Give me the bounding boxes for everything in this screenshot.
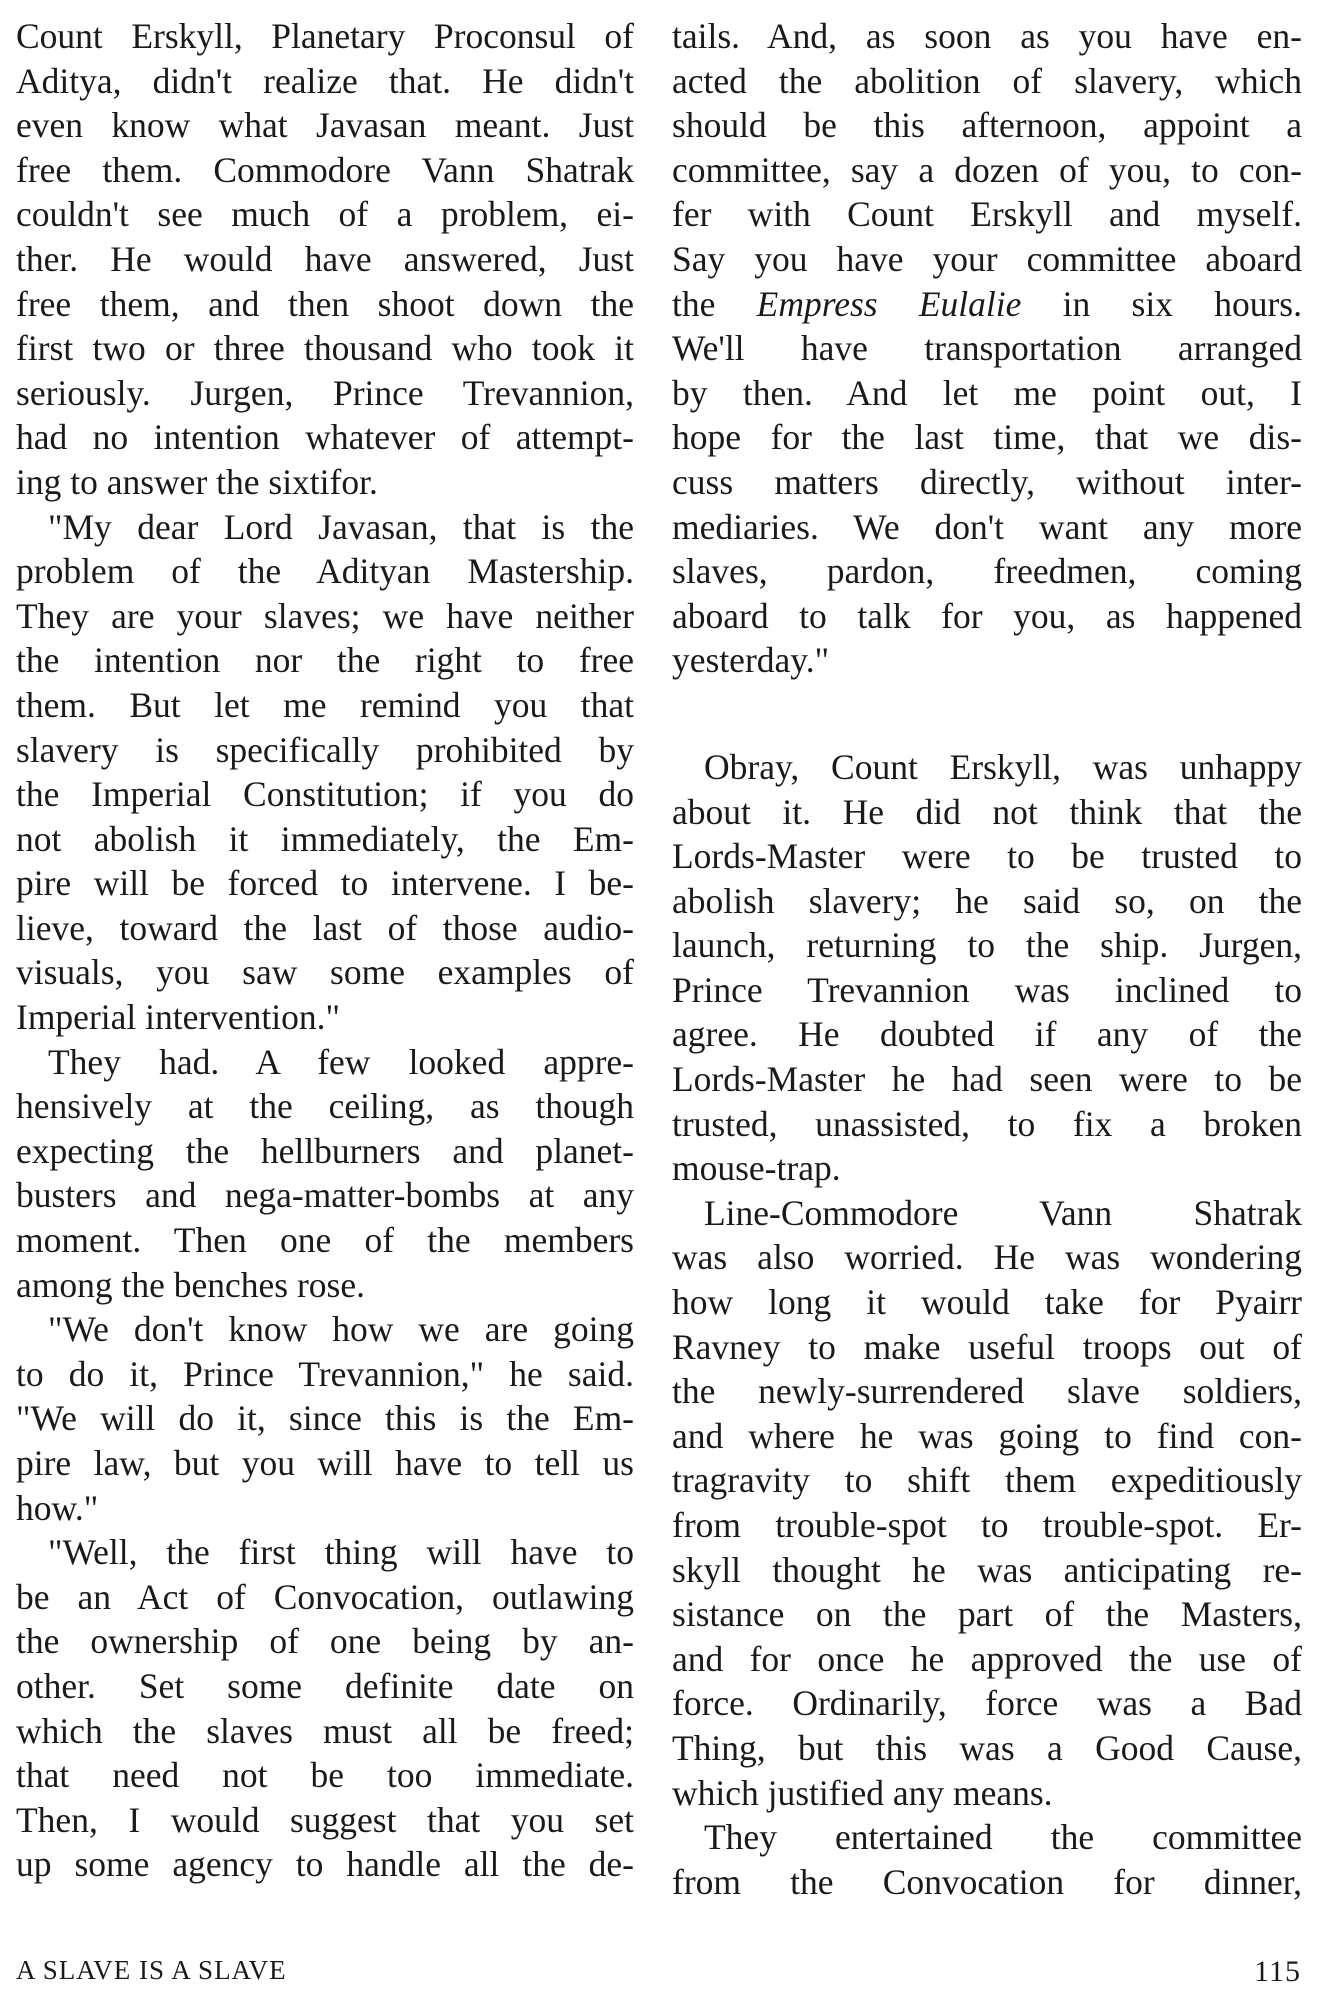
text-line: even know what Javasan meant. Just bbox=[16, 105, 634, 146]
text-line: They entertained the committee bbox=[704, 1817, 1302, 1858]
text-line: by then. And let me point out, I bbox=[672, 372, 1302, 413]
text-line: about it. He did not think that the bbox=[672, 791, 1302, 832]
text-line: yesterday." bbox=[672, 640, 830, 681]
text-line: other. Set some definite date on bbox=[16, 1665, 634, 1706]
text-line: pire law, but you will have to tell us bbox=[16, 1443, 634, 1483]
text-line: Ravney to make useful troops out of bbox=[672, 1326, 1302, 1367]
text-line: Lords-Master he had seen were to be bbox=[672, 1059, 1302, 1100]
text-line: hensively at the ceiling, as though bbox=[16, 1086, 634, 1127]
text-line: seriously. Jurgen, Prince Trevannion, bbox=[16, 372, 634, 413]
text-line bbox=[672, 683, 1302, 745]
text-line: We'll have transportation arranged bbox=[672, 328, 1302, 369]
text-line: skyll thought he was anticipating re- bbox=[672, 1549, 1302, 1590]
text-line: Lords-Master were to be trusted to bbox=[672, 836, 1302, 877]
text-line: not abolish it immediately, the Em- bbox=[16, 818, 634, 859]
page-number: 115 bbox=[1254, 1955, 1301, 1988]
text-line: from trouble-spot to trouble-spot. Er- bbox=[672, 1505, 1302, 1545]
text-line: visuals, you saw some examples of bbox=[16, 952, 634, 993]
text-line: abolish slavery; he said so, on the bbox=[672, 880, 1302, 921]
text-line: up some agency to handle all the de- bbox=[16, 1844, 634, 1885]
text-line: busters and nega-matter-bombs at any bbox=[16, 1175, 634, 1216]
text-line: how long it would take for Pyairr bbox=[672, 1282, 1302, 1323]
italic-ship-name: Empress Eulalie bbox=[756, 283, 1022, 324]
text-line: They had. A few looked appre- bbox=[48, 1041, 634, 1082]
text-line: had no intention whatever of attempt- bbox=[16, 417, 634, 458]
text-line: "We will do it, since this is the Em- bbox=[16, 1398, 634, 1439]
text-line: Line-Commodore Vann Shatrak bbox=[704, 1192, 1302, 1233]
text-line: Say you have your committee aboard bbox=[672, 238, 1302, 279]
text-line: Prince Trevannion was inclined to bbox=[672, 969, 1302, 1010]
text-line: trusted, unassisted, to fix a broken bbox=[672, 1103, 1302, 1144]
text-line: pire will be forced to intervene. I be- bbox=[16, 863, 634, 904]
right-text-column bbox=[672, 14, 1302, 1904]
text-line: Imperial intervention." bbox=[16, 997, 341, 1038]
text-line: ing to answer the sixtifor. bbox=[16, 461, 378, 502]
text-line: among the benches rose. bbox=[16, 1264, 365, 1305]
text-line: the ownership of one being by an- bbox=[16, 1621, 634, 1662]
text-line: problem of the Adityan Mastership. bbox=[16, 551, 634, 592]
text-line: which justified any means. bbox=[672, 1772, 1053, 1813]
text-line: be an Act of Convocation, outlawing bbox=[16, 1576, 634, 1617]
text-line: the Empress Eulalie in six hours. bbox=[672, 283, 1302, 324]
text-line: Count Erskyll, Planetary Proconsul of bbox=[16, 16, 634, 56]
text-line: They are your slaves; we have neither bbox=[16, 595, 634, 636]
text-line: committee, say a dozen of you, to con- bbox=[672, 149, 1302, 190]
text-line: acted the abolition of slavery, which bbox=[672, 60, 1302, 101]
text-line: the intention nor the right to free bbox=[16, 640, 634, 681]
text-line: "We don't know how we are going bbox=[48, 1309, 634, 1350]
text-line: which the slaves must all be freed; bbox=[16, 1710, 634, 1751]
text-line: ther. He would have answered, Just bbox=[16, 238, 634, 279]
text-line: Thing, but this was a Good Cause, bbox=[672, 1727, 1302, 1768]
left-text-column bbox=[16, 14, 634, 1887]
text-line: Aditya, didn't realize that. He didn't bbox=[16, 60, 634, 101]
text-line: should be this afternoon, appoint a bbox=[672, 105, 1302, 146]
text-line: from the Convocation for dinner, bbox=[672, 1861, 1302, 1902]
text-line: expecting the hellburners and planet- bbox=[16, 1130, 634, 1171]
text-line: slaves, pardon, freedmen, coming bbox=[672, 551, 1302, 592]
text-line: fer with Count Erskyll and myself. bbox=[672, 194, 1302, 235]
text-line: tragravity to shift them expeditiously bbox=[672, 1460, 1302, 1501]
running-head: A SLAVE IS A SLAVE bbox=[16, 1955, 287, 1985]
text-line: aboard to talk for you, as happened bbox=[672, 595, 1302, 636]
text-line: agree. He doubted if any of the bbox=[672, 1014, 1302, 1055]
text-line: how." bbox=[16, 1487, 99, 1528]
text-line: free them. Commodore Vann Shatrak bbox=[16, 149, 634, 190]
text-line: slavery is specifically prohibited by bbox=[16, 729, 634, 770]
text-line: the newly-surrendered slave soldiers, bbox=[672, 1371, 1302, 1412]
text-line: tails. And, as soon as you have en- bbox=[672, 16, 1302, 56]
text-line: hope for the last time, that we dis- bbox=[672, 417, 1302, 458]
text-line: cuss matters directly, without inter- bbox=[672, 461, 1302, 502]
text-line: moment. Then one of the members bbox=[16, 1220, 634, 1261]
text-line: them. But let me remind you that bbox=[16, 684, 634, 725]
text-line: Then, I would suggest that you set bbox=[16, 1799, 634, 1840]
page-footer bbox=[0, 1955, 1321, 1995]
text-line: "Well, the first thing will have to bbox=[48, 1532, 634, 1573]
text-line: launch, returning to the ship. Jurgen, bbox=[672, 925, 1302, 966]
text-line: lieve, toward the last of those audio- bbox=[16, 907, 634, 948]
text-line: mouse-trap. bbox=[672, 1148, 841, 1189]
text-line: was also worried. He was wondering bbox=[672, 1237, 1302, 1278]
text-line: couldn't see much of a problem, ei- bbox=[16, 194, 634, 235]
text-line: to do it, Prince Trevannion," he said. bbox=[16, 1353, 634, 1394]
text-line: free them, and then shoot down the bbox=[16, 283, 634, 324]
text-line: and where he was going to find con- bbox=[672, 1415, 1302, 1456]
text-line: mediaries. We don't want any more bbox=[672, 506, 1302, 547]
text-line: "My dear Lord Javasan, that is the bbox=[48, 506, 634, 547]
text-line: first two or three thousand who took it bbox=[16, 328, 634, 369]
text-line: that need not be too immediate. bbox=[16, 1755, 634, 1796]
text-line: the Imperial Constitution; if you do bbox=[16, 774, 634, 815]
text-line: and for once he approved the use of bbox=[672, 1638, 1302, 1679]
text-line: force. Ordinarily, force was a Bad bbox=[672, 1683, 1302, 1724]
text-line: sistance on the part of the Masters, bbox=[672, 1594, 1302, 1635]
text-line: Obray, Count Erskyll, was unhappy bbox=[704, 746, 1302, 787]
